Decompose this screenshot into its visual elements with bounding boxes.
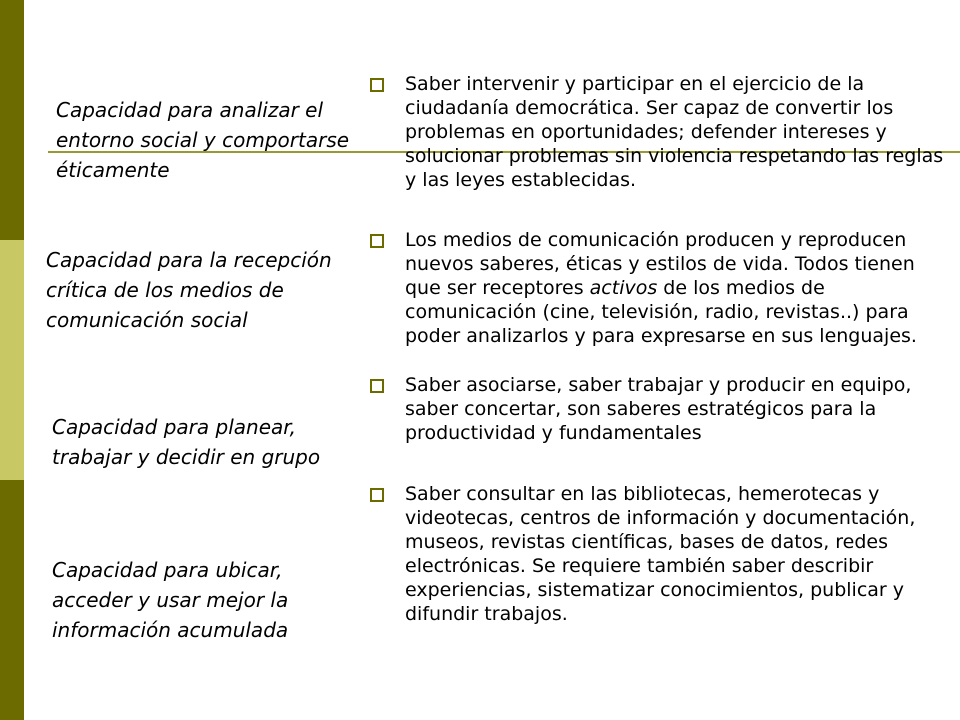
square-bullet-icon (370, 234, 384, 248)
bullet-text: Saber asociarse, saber trabajar y producir en equipo, saber concertar, son saberes estratégicos para la productividad y fundamentales (405, 374, 912, 444)
capacity-label-information: Capacidad para ubicar, acceder y usar mejor la información acumulada (52, 558, 289, 642)
accent-bar-top (0, 0, 24, 240)
capacity-label-group: Capacidad para planear, trabajar y decidir en grupo (52, 415, 321, 469)
square-bullet-icon (370, 488, 384, 502)
list-item (370, 228, 945, 348)
bullet-text-end: de los medios de comunicación (cine, televisión, radio, revistas..) para poder analizarlos y para expresarse en sus lenguajes. (405, 277, 917, 347)
bullet-list (370, 72, 945, 626)
square-bullet-icon (370, 379, 384, 393)
capacity-label-media: Capacidad para la recepción crítica de los medios de comunicación social (46, 248, 332, 332)
capacity-label-analyze: Capacidad para analizar el entorno social y comportarse éticamente (56, 98, 350, 182)
bullet-text-emphasis: activos (589, 277, 658, 299)
square-bullet-icon (370, 78, 384, 92)
list-item (370, 482, 945, 626)
bullet-text: Saber intervenir y participar en el ejercicio de la ciudadanía democrática. Ser capaz de convertir los problemas en oportunidades; defender intereses y solucionar problemas sin violencia respetando las reglas y las leyes establecidas. (405, 73, 944, 191)
list-item (370, 72, 945, 192)
bullet-text: Saber consultar en las bibliotecas, hemerotecas y videotecas, centros de información y documentación, museos, revistas científicas, bases de datos, redes electrónicas. Se requiere también saber describir experiencias, sistematizar conocimientos, publicar y difundir trabajos. (405, 483, 916, 625)
list-item (370, 373, 945, 445)
bullet-text-start: Los medios de comunicación producen y reproducen nuevos saberes, éticas y estilos de vida. Todos tienen que ser receptores (405, 229, 915, 299)
accent-bar-middle (0, 240, 24, 480)
accent-bar-bottom (0, 480, 24, 720)
